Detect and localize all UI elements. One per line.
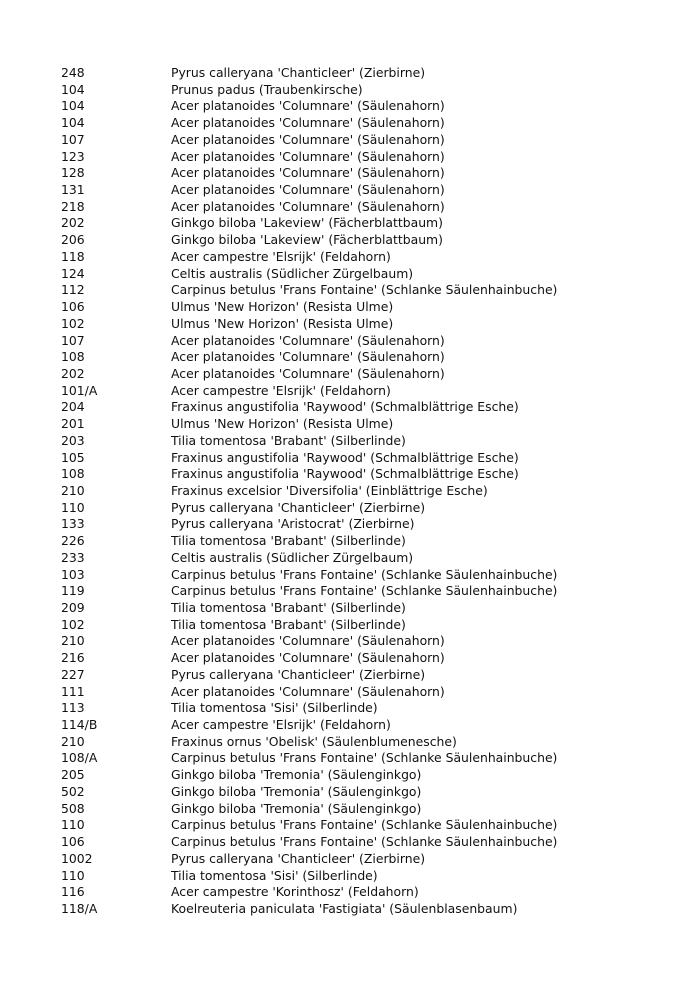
tree-number: 114/B	[61, 717, 98, 733]
tree-number: 203	[61, 432, 85, 448]
list-item	[61, 617, 681, 634]
list-item	[61, 684, 681, 701]
tree-species: Acer campestre 'Elsrijk' (Feldahorn)	[171, 382, 391, 398]
tree-species: Tilia tomentosa 'Brabant' (Silberlinde)	[171, 533, 406, 549]
list-item	[61, 801, 681, 818]
tree-species: Ginkgo biloba 'Lakeview' (Fächerblattbaum)	[171, 232, 443, 248]
list-item	[61, 65, 681, 82]
tree-number: 119	[61, 583, 85, 599]
list-item	[61, 516, 681, 533]
tree-number: 123	[61, 148, 85, 164]
tree-number: 128	[61, 165, 85, 181]
tree-number: 118/A	[61, 900, 98, 916]
tree-number: 104	[61, 98, 85, 114]
tree-number: 210	[61, 633, 85, 649]
list-item	[61, 450, 681, 467]
list-item	[61, 316, 681, 333]
tree-species: Tilia tomentosa 'Brabant' (Silberlinde)	[171, 432, 406, 448]
tree-species: Carpinus betulus 'Frans Fontaine' (Schlanke Säulenhainbuche)	[171, 566, 558, 582]
list-item	[61, 533, 681, 550]
list-item	[61, 232, 681, 249]
list-item	[61, 750, 681, 767]
tree-species: Tilia tomentosa 'Sisi' (Silberlinde)	[171, 867, 378, 883]
tree-species: Pyrus calleryana 'Chanticleer' (Zierbirne)	[171, 65, 426, 80]
list-item	[61, 182, 681, 199]
list-item	[61, 600, 681, 617]
tree-species: Acer platanoides 'Columnare' (Säulenahorn)	[171, 98, 445, 114]
list-item	[61, 282, 681, 299]
list-item	[61, 784, 681, 801]
tree-number: 502	[61, 783, 85, 799]
tree-species: Fraxinus ornus 'Obelisk' (Säulenblumenesche)	[171, 733, 457, 749]
list-item	[61, 650, 681, 667]
tree-species: Acer platanoides 'Columnare' (Säulenahorn)	[171, 165, 445, 181]
tree-species: Acer campestre 'Elsrijk' (Feldahorn)	[171, 248, 391, 264]
tree-number: 133	[61, 516, 85, 532]
list-item	[61, 483, 681, 500]
tree-species: Ulmus 'New Horizon' (Resista Ulme)	[171, 299, 394, 315]
list-item	[61, 466, 681, 483]
list-item	[61, 550, 681, 567]
tree-species: Carpinus betulus 'Frans Fontaine' (Schlanke Säulenhainbuche)	[171, 282, 558, 298]
tree-number: 201	[61, 416, 85, 432]
list-item	[61, 383, 681, 400]
tree-number: 102	[61, 616, 85, 632]
tree-number: 103	[61, 566, 85, 582]
tree-number: 111	[61, 683, 85, 699]
list-item	[61, 868, 681, 885]
tree-species: Acer platanoides 'Columnare' (Säulenahorn)	[171, 365, 445, 381]
tree-number: 226	[61, 533, 85, 549]
tree-species: Ginkgo biloba 'Tremonia' (Säulenginkgo)	[171, 783, 422, 799]
tree-species: Ginkgo biloba 'Tremonia' (Säulenginkgo)	[171, 800, 422, 816]
list-item	[61, 333, 681, 350]
tree-number: 102	[61, 315, 85, 331]
list-item	[61, 667, 681, 684]
tree-number: 112	[61, 282, 85, 298]
tree-species: Celtis australis (Südlicher Zürgelbaum)	[171, 265, 414, 281]
list-item	[61, 399, 681, 416]
tree-number: 110	[61, 867, 85, 883]
list-item	[61, 433, 681, 450]
tree-species: Acer platanoides 'Columnare' (Säulenahorn)	[171, 182, 445, 198]
tree-number: 205	[61, 767, 85, 783]
tree-number: 104	[61, 81, 85, 97]
list-item	[61, 132, 681, 149]
tree-species: Ulmus 'New Horizon' (Resista Ulme)	[171, 315, 394, 331]
tree-species: Pyrus calleryana 'Aristocrat' (Zierbirne)	[171, 516, 415, 532]
tree-species: Ulmus 'New Horizon' (Resista Ulme)	[171, 416, 394, 432]
tree-number: 202	[61, 365, 85, 381]
tree-species: Tilia tomentosa 'Brabant' (Silberlinde)	[171, 616, 406, 632]
tree-species: Fraxinus angustifolia 'Raywood' (Schmalblättrige Esche)	[171, 399, 519, 415]
tree-species: Acer platanoides 'Columnare' (Säulenahorn)	[171, 349, 445, 365]
list-item	[61, 215, 681, 232]
list-item	[61, 115, 681, 132]
tree-species: Carpinus betulus 'Frans Fontaine' (Schlanke Säulenhainbuche)	[171, 834, 558, 850]
tree-species: Tilia tomentosa 'Brabant' (Silberlinde)	[171, 600, 406, 615]
tree-number: 108	[61, 466, 85, 482]
tree-number: 124	[61, 265, 85, 281]
tree-species: Acer platanoides 'Columnare' (Säulenahorn)	[171, 332, 445, 348]
list-item	[61, 834, 681, 851]
tree-number: 209	[61, 600, 85, 615]
tree-species: Carpinus betulus 'Frans Fontaine' (Schlanke Säulenhainbuche)	[171, 817, 558, 833]
list-item	[61, 165, 681, 182]
tree-number: 101/A	[61, 382, 98, 398]
tree-number: 113	[61, 700, 85, 716]
tree-number: 107	[61, 131, 85, 147]
tree-species: Pyrus calleryana 'Chanticleer' (Zierbirne)	[171, 850, 426, 866]
tree-number: 210	[61, 482, 85, 498]
list-item	[61, 700, 681, 717]
tree-number: 204	[61, 399, 85, 415]
tree-number: 131	[61, 182, 85, 198]
tree-species: Tilia tomentosa 'Sisi' (Silberlinde)	[171, 700, 378, 716]
list-item	[61, 149, 681, 166]
list-item	[61, 82, 681, 99]
list-item	[61, 633, 681, 650]
list-item	[61, 500, 681, 517]
tree-species: Koelreuteria paniculata 'Fastigiata' (Säulenblasenbaum)	[171, 900, 518, 916]
tree-species: Acer platanoides 'Columnare' (Säulenahorn)	[171, 115, 445, 131]
tree-species: Ginkgo biloba 'Tremonia' (Säulenginkgo)	[171, 767, 422, 783]
tree-species: Prunus padus (Traubenkirsche)	[171, 81, 363, 97]
tree-species: Pyrus calleryana 'Chanticleer' (Zierbirne)	[171, 666, 426, 682]
tree-species: Acer campestre 'Elsrijk' (Feldahorn)	[171, 717, 391, 733]
list-item	[61, 567, 681, 584]
tree-number: 227	[61, 666, 85, 682]
list-item	[61, 349, 681, 366]
tree-number: 106	[61, 299, 85, 315]
tree-number: 202	[61, 215, 85, 231]
tree-number: 218	[61, 198, 85, 214]
tree-species: Acer platanoides 'Columnare' (Säulenahorn)	[171, 633, 445, 649]
tree-species: Acer platanoides 'Columnare' (Säulenahorn)	[171, 148, 445, 164]
tree-species: Fraxinus angustifolia 'Raywood' (Schmalblättrige Esche)	[171, 466, 519, 482]
tree-number: 248	[61, 65, 85, 80]
tree-number: 116	[61, 884, 85, 900]
list-item	[61, 366, 681, 383]
list-item	[61, 884, 681, 901]
tree-species: Celtis australis (Südlicher Zürgelbaum)	[171, 549, 414, 565]
list-item	[61, 249, 681, 266]
tree-species: Acer platanoides 'Columnare' (Säulenahorn)	[171, 650, 445, 666]
tree-species: Acer platanoides 'Columnare' (Säulenahorn)	[171, 198, 445, 214]
tree-species: Fraxinus excelsior 'Diversifolia' (Einblättrige Esche)	[171, 482, 488, 498]
list-item	[61, 851, 681, 868]
tree-species: Carpinus betulus 'Frans Fontaine' (Schlanke Säulenhainbuche)	[171, 583, 558, 599]
list-item	[61, 901, 681, 918]
tree-number: 508	[61, 800, 85, 816]
tree-number: 107	[61, 332, 85, 348]
tree-number: 108/A	[61, 750, 98, 766]
tree-species: Acer platanoides 'Columnare' (Säulenahorn)	[171, 131, 445, 147]
tree-number: 118	[61, 248, 85, 264]
tree-species: Pyrus calleryana 'Chanticleer' (Zierbirne)	[171, 499, 426, 515]
tree-number: 110	[61, 499, 85, 515]
tree-number: 106	[61, 834, 85, 850]
list-item	[61, 767, 681, 784]
tree-species: Carpinus betulus 'Frans Fontaine' (Schlanke Säulenhainbuche)	[171, 750, 558, 766]
tree-number: 233	[61, 549, 85, 565]
list-item	[61, 734, 681, 751]
list-item	[61, 817, 681, 834]
tree-number: 108	[61, 349, 85, 365]
tree-number: 206	[61, 232, 85, 248]
tree-species: Fraxinus angustifolia 'Raywood' (Schmalblättrige Esche)	[171, 449, 519, 465]
tree-number: 110	[61, 817, 85, 833]
list-item	[61, 583, 681, 600]
list-item	[61, 299, 681, 316]
list-item	[61, 266, 681, 283]
tree-number: 216	[61, 650, 85, 666]
tree-species: Ginkgo biloba 'Lakeview' (Fächerblattbaum)	[171, 215, 443, 231]
tree-number: 104	[61, 115, 85, 131]
list-item	[61, 98, 681, 115]
tree-species: Acer campestre 'Korinthosz' (Feldahorn)	[171, 884, 419, 900]
list-item	[61, 717, 681, 734]
tree-number: 105	[61, 449, 85, 465]
tree-number: 1002	[61, 850, 93, 866]
list-item	[61, 199, 681, 216]
tree-list	[61, 65, 681, 918]
tree-number: 210	[61, 733, 85, 749]
tree-species: Acer platanoides 'Columnare' (Säulenahorn)	[171, 683, 445, 699]
list-item	[61, 416, 681, 433]
